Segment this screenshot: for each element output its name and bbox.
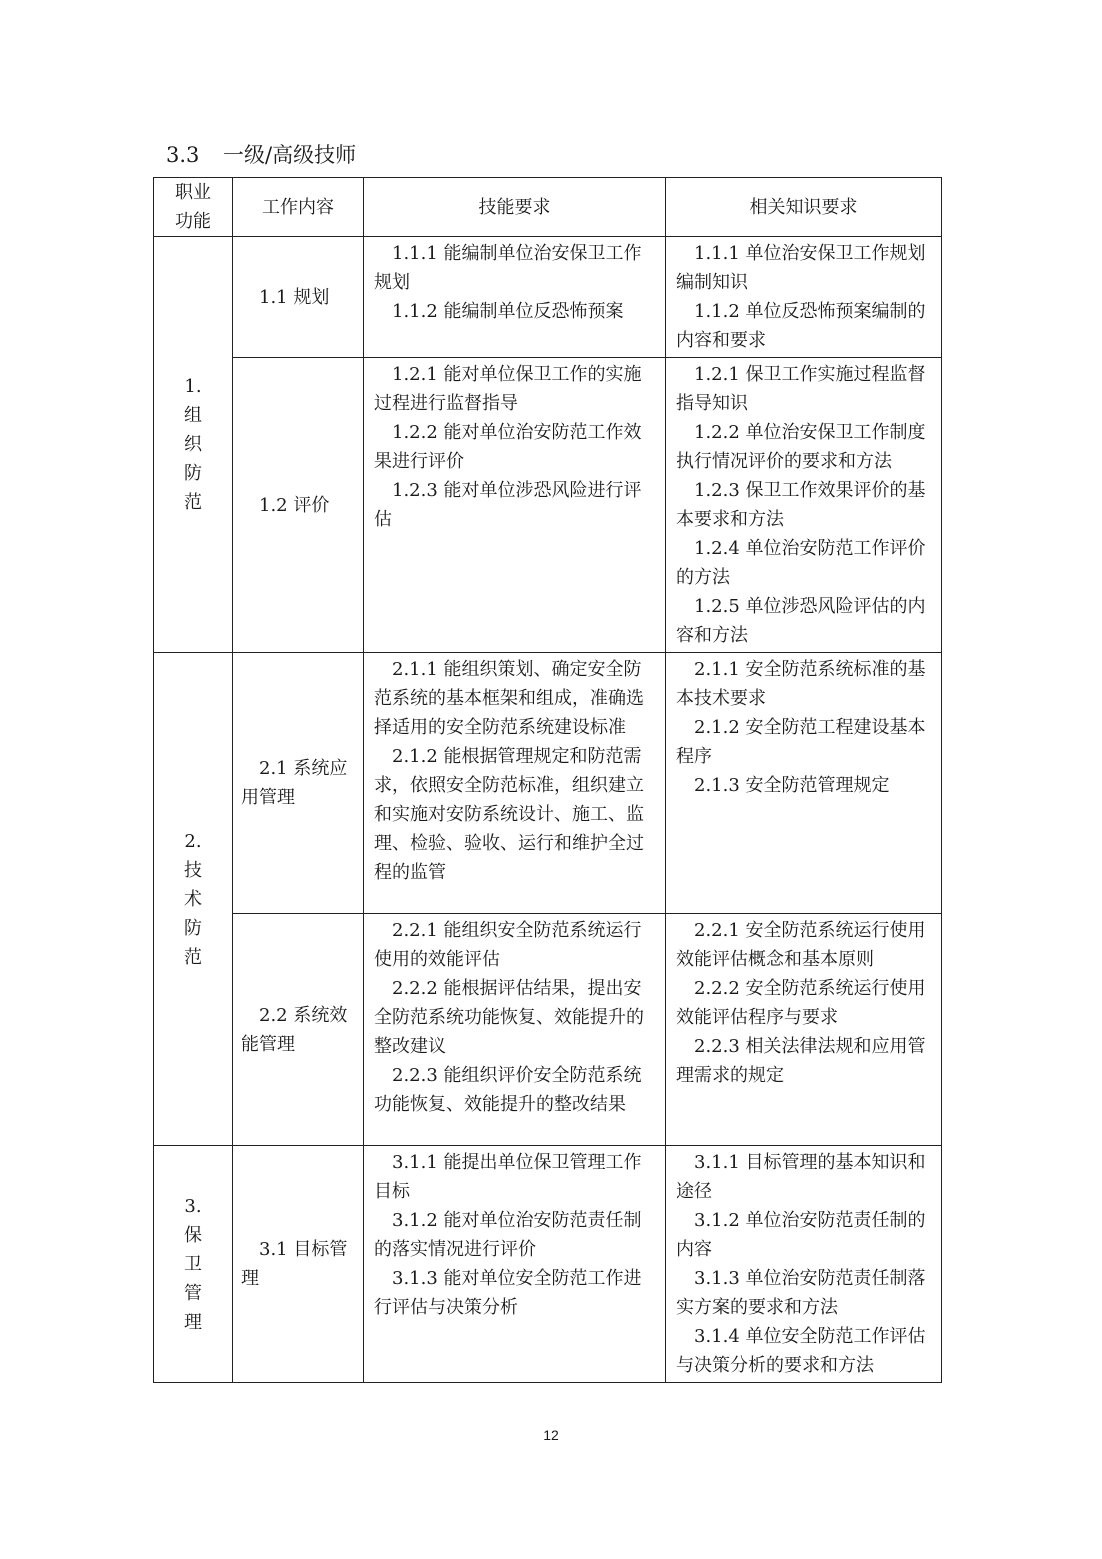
function-cell: 2. 技 术 防 范 <box>154 653 233 1146</box>
header-function: 职业功能 <box>154 178 233 237</box>
table-row <box>154 358 942 653</box>
function-number: 1. <box>184 376 202 397</box>
work-cell: 2.2 系统效能管理 <box>233 914 364 1146</box>
knowledge-cell: 2.2.1 安全防范系统运行使用效能评估概念和基本原则 2.2.2 安全防范系统运行使用效能评估程序与要求 2.2.3 相关法律法规和应用管理需求的规定 <box>666 914 942 1146</box>
skill-cell: 3.1.1 能提出单位保卫管理工作目标 3.1.2 能对单位治安防范责任制的落实情况进行评价 3.1.3 能对单位安全防范工作进行评估与决策分析 <box>364 1146 666 1383</box>
table-header-row <box>154 178 942 237</box>
table-row <box>154 914 942 1146</box>
work-cell: 1.1 规划 <box>233 237 364 358</box>
function-cell: 3. 保 卫 管 理 <box>154 1146 233 1383</box>
function-number: 3. <box>184 1195 202 1217</box>
section-number: 3.3 <box>166 143 200 167</box>
work-cell: 2.1 系统应用管理 <box>233 653 364 914</box>
table-row <box>154 237 942 358</box>
section-title <box>166 138 356 172</box>
skill-cell: 2.1.1 能组织策划、确定安全防范系统的基本框架和组成，准确选择适用的安全防范系统建设标准 2.1.2 能根据管理规定和防范需求，依照安全防范标准，组织建立和实施对安防系统设计、施工、监理、检验、验收、运行和维护全过程的监管 <box>364 653 666 914</box>
skill-requirements-table <box>153 177 942 1383</box>
work-cell: 1.2 评价 <box>233 358 364 653</box>
page-number: 12 <box>543 1427 559 1443</box>
knowledge-cell: 1.2.1 保卫工作实施过程监督指导知识 1.2.2 单位治安保卫工作制度执行情况评价的要求和方法 1.2.3 保卫工作效果评价的基本要求和方法 1.2.4 单位治安防范工作评价的方法 1.2.5 单位涉恐风险评估的内容和方法 <box>666 358 942 653</box>
header-skill: 技能要求 <box>364 178 666 237</box>
skill-cell: 1.1.1 能编制单位治安保卫工作规划 1.1.2 能编制单位反恐怖预案 <box>364 237 666 358</box>
skill-cell: 2.2.1 能组织安全防范系统运行使用的效能评估 2.2.2 能根据评估结果，提出安全防范系统功能恢复、效能提升的整改建议 2.2.3 能组织评价安全防范系统功能恢复、效能提升的整改结果 <box>364 914 666 1146</box>
table-row <box>154 1146 942 1383</box>
function-number: 2. <box>184 830 202 852</box>
function-cell: 1. 组 织 防 范 <box>154 237 233 653</box>
knowledge-cell: 3.1.1 目标管理的基本知识和途径 3.1.2 单位治安防范责任制的内容 3.1.3 单位治安防范责任制落实方案的要求和方法 3.1.4 单位安全防范工作评估与决策分析的要求和方法 <box>666 1146 942 1383</box>
table-row <box>154 653 942 914</box>
work-cell: 3.1 目标管理 <box>233 1146 364 1383</box>
knowledge-cell: 2.1.1 安全防范系统标准的基本技术要求 2.1.2 安全防范工程建设基本程序 2.1.3 安全防范管理规定 <box>666 653 942 914</box>
header-knowledge: 相关知识要求 <box>666 178 942 237</box>
knowledge-cell: 1.1.1 单位治安保卫工作规划编制知识 1.1.2 单位反恐怖预案编制的内容和要求 <box>666 237 942 358</box>
header-work: 工作内容 <box>233 178 364 237</box>
section-heading: 一级/高级技师 <box>223 143 357 167</box>
skill-cell: 1.2.1 能对单位保卫工作的实施过程进行监督指导 1.2.2 能对单位治安防范工作效果进行评价 1.2.3 能对单位涉恐风险进行评估 <box>364 358 666 653</box>
